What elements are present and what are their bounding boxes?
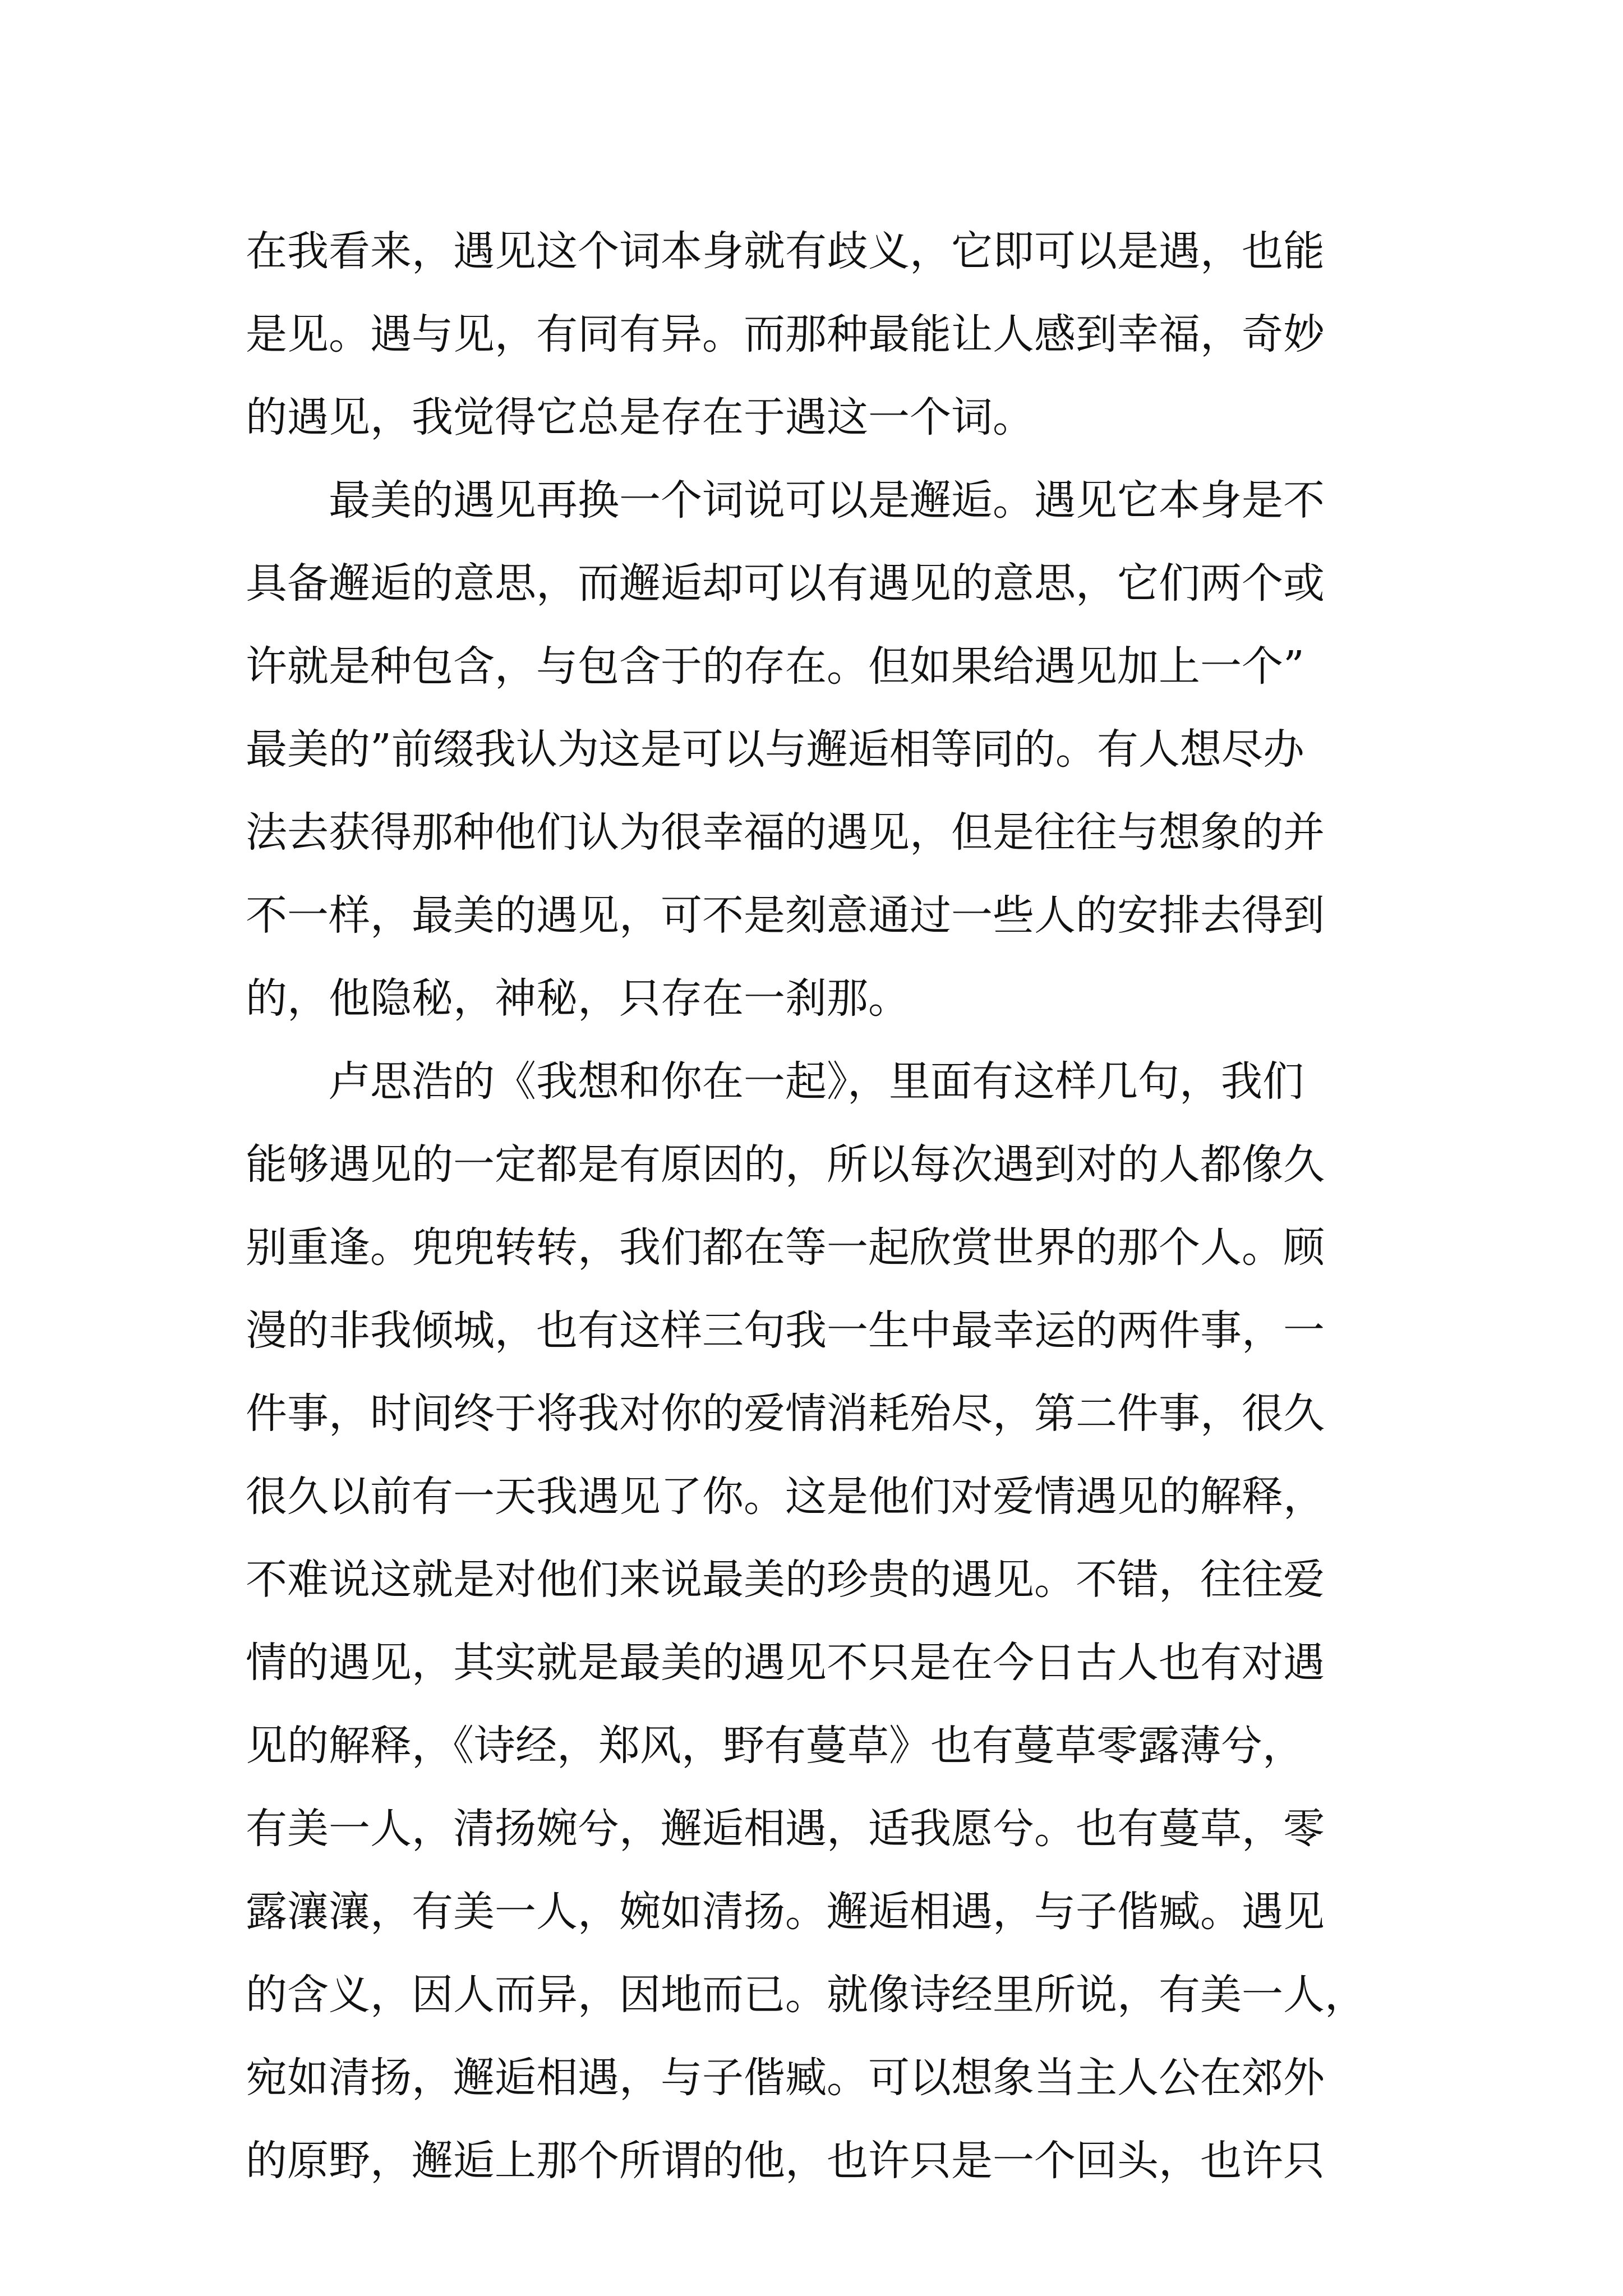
- text-line: [246, 1538, 1394, 1621]
- text-line: [246, 1455, 1394, 1538]
- text-line-content: 的，他隐秘，神秘，只存在一刹那。: [246, 974, 910, 1023]
- text-line: [246, 1787, 1394, 1870]
- text-line-content: 在我看来，遇见这个词本身就有歧义，它即可以是遇，也能: [246, 227, 1325, 275]
- text-line-content: 件事，时间终于将我对你的爱情消耗殆尽，第二件事，很久: [246, 1389, 1325, 1438]
- text-line-content: 能够遇见的一定都是有原因的，所以每次遇到对的人都像久: [246, 1140, 1325, 1189]
- text-line-content: 法去获得那种他们认为很幸福的遇见，但是往往与想象的并: [246, 808, 1325, 857]
- text-line-content: 有美一人，清扬婉兮，邂逅相遇，适我愿兮。也有蔓草，零: [246, 1805, 1325, 1853]
- text-line: [246, 459, 1394, 542]
- text-line-content: 不难说这就是对他们来说最美的珍贵的遇见。不错，往往爱: [246, 1556, 1325, 1604]
- text-line-content: 见的解释，《诗经，郑风，野有蔓草》也有蔓草零露薄兮，: [246, 1722, 1304, 1770]
- text-line: [246, 1206, 1394, 1289]
- text-line-content: 漫的非我倾城，也有这样三句我一生中最幸运的两件事，一: [246, 1306, 1325, 1355]
- text-line: [246, 625, 1394, 708]
- text-line: [246, 1621, 1394, 1704]
- text-line: [246, 708, 1394, 791]
- text-line: [246, 1123, 1394, 1206]
- text-line: [246, 957, 1394, 1040]
- text-line-content: 情的遇见，其实就是最美的遇见不只是在今日古人也有对遇: [246, 1639, 1325, 1687]
- text-line: [246, 791, 1394, 874]
- text-line-content: 是见。遇与见，有同有异。而那种最能让人感到幸福，奇妙: [246, 310, 1325, 358]
- text-line: [246, 293, 1394, 376]
- text-line: [246, 2036, 1394, 2119]
- text-line: [246, 1953, 1394, 2036]
- text-line-content: 卢思浩的《我想和你在一起》，里面有这样几句，我们: [246, 1057, 1304, 1106]
- body-text: [246, 210, 1394, 2202]
- text-line: [246, 542, 1394, 625]
- text-line-content: 许就是种包含，与包含于的存在。但如果给遇见加上一个”: [246, 642, 1304, 691]
- text-line-content: 露瀼瀼，有美一人，婉如清扬。邂逅相遇，与子偕臧。遇见: [246, 1888, 1325, 1936]
- text-line-content: 的含义，因人而异，因地而已。就像诗经里所说，有美一人，: [246, 1971, 1366, 2019]
- text-line: [246, 1372, 1394, 1455]
- text-line-content: 的原野，邂逅上那个所谓的他，也许只是一个回头，也许只: [246, 2137, 1325, 2185]
- text-line: [246, 1870, 1394, 1953]
- text-line-content: 不一样，最美的遇见，可不是刻意通过一些人的安排去得到: [246, 891, 1325, 940]
- text-line: [246, 1289, 1394, 1372]
- text-line-content: 宛如清扬，邂逅相遇，与子偕臧。可以想象当主人公在郊外: [246, 2054, 1325, 2102]
- text-line: [246, 376, 1394, 459]
- text-line-content: 别重逢。兜兜转转，我们都在等一起欣赏世界的那个人。顾: [246, 1223, 1325, 1272]
- text-line-content: 很久以前有一天我遇见了你。这是他们对爱情遇见的解释，: [246, 1473, 1325, 1521]
- text-line-content: 最美的遇见再换一个词说可以是邂逅。遇见它本身是不: [246, 476, 1325, 524]
- text-line-content: 最美的”前缀我认为这是可以与邂逅相等同的。有人想尽办: [246, 725, 1304, 774]
- text-line: [246, 2119, 1394, 2202]
- text-line: [246, 1040, 1394, 1123]
- text-line-content: 具备邂逅的意思，而邂逅却可以有遇见的意思，它们两个或: [246, 559, 1325, 608]
- text-line: [246, 1704, 1394, 1787]
- text-line: [246, 874, 1394, 957]
- text-line: [246, 210, 1394, 293]
- text-line-content: 的遇见，我觉得它总是存在于遇这一个词。: [246, 393, 1034, 441]
